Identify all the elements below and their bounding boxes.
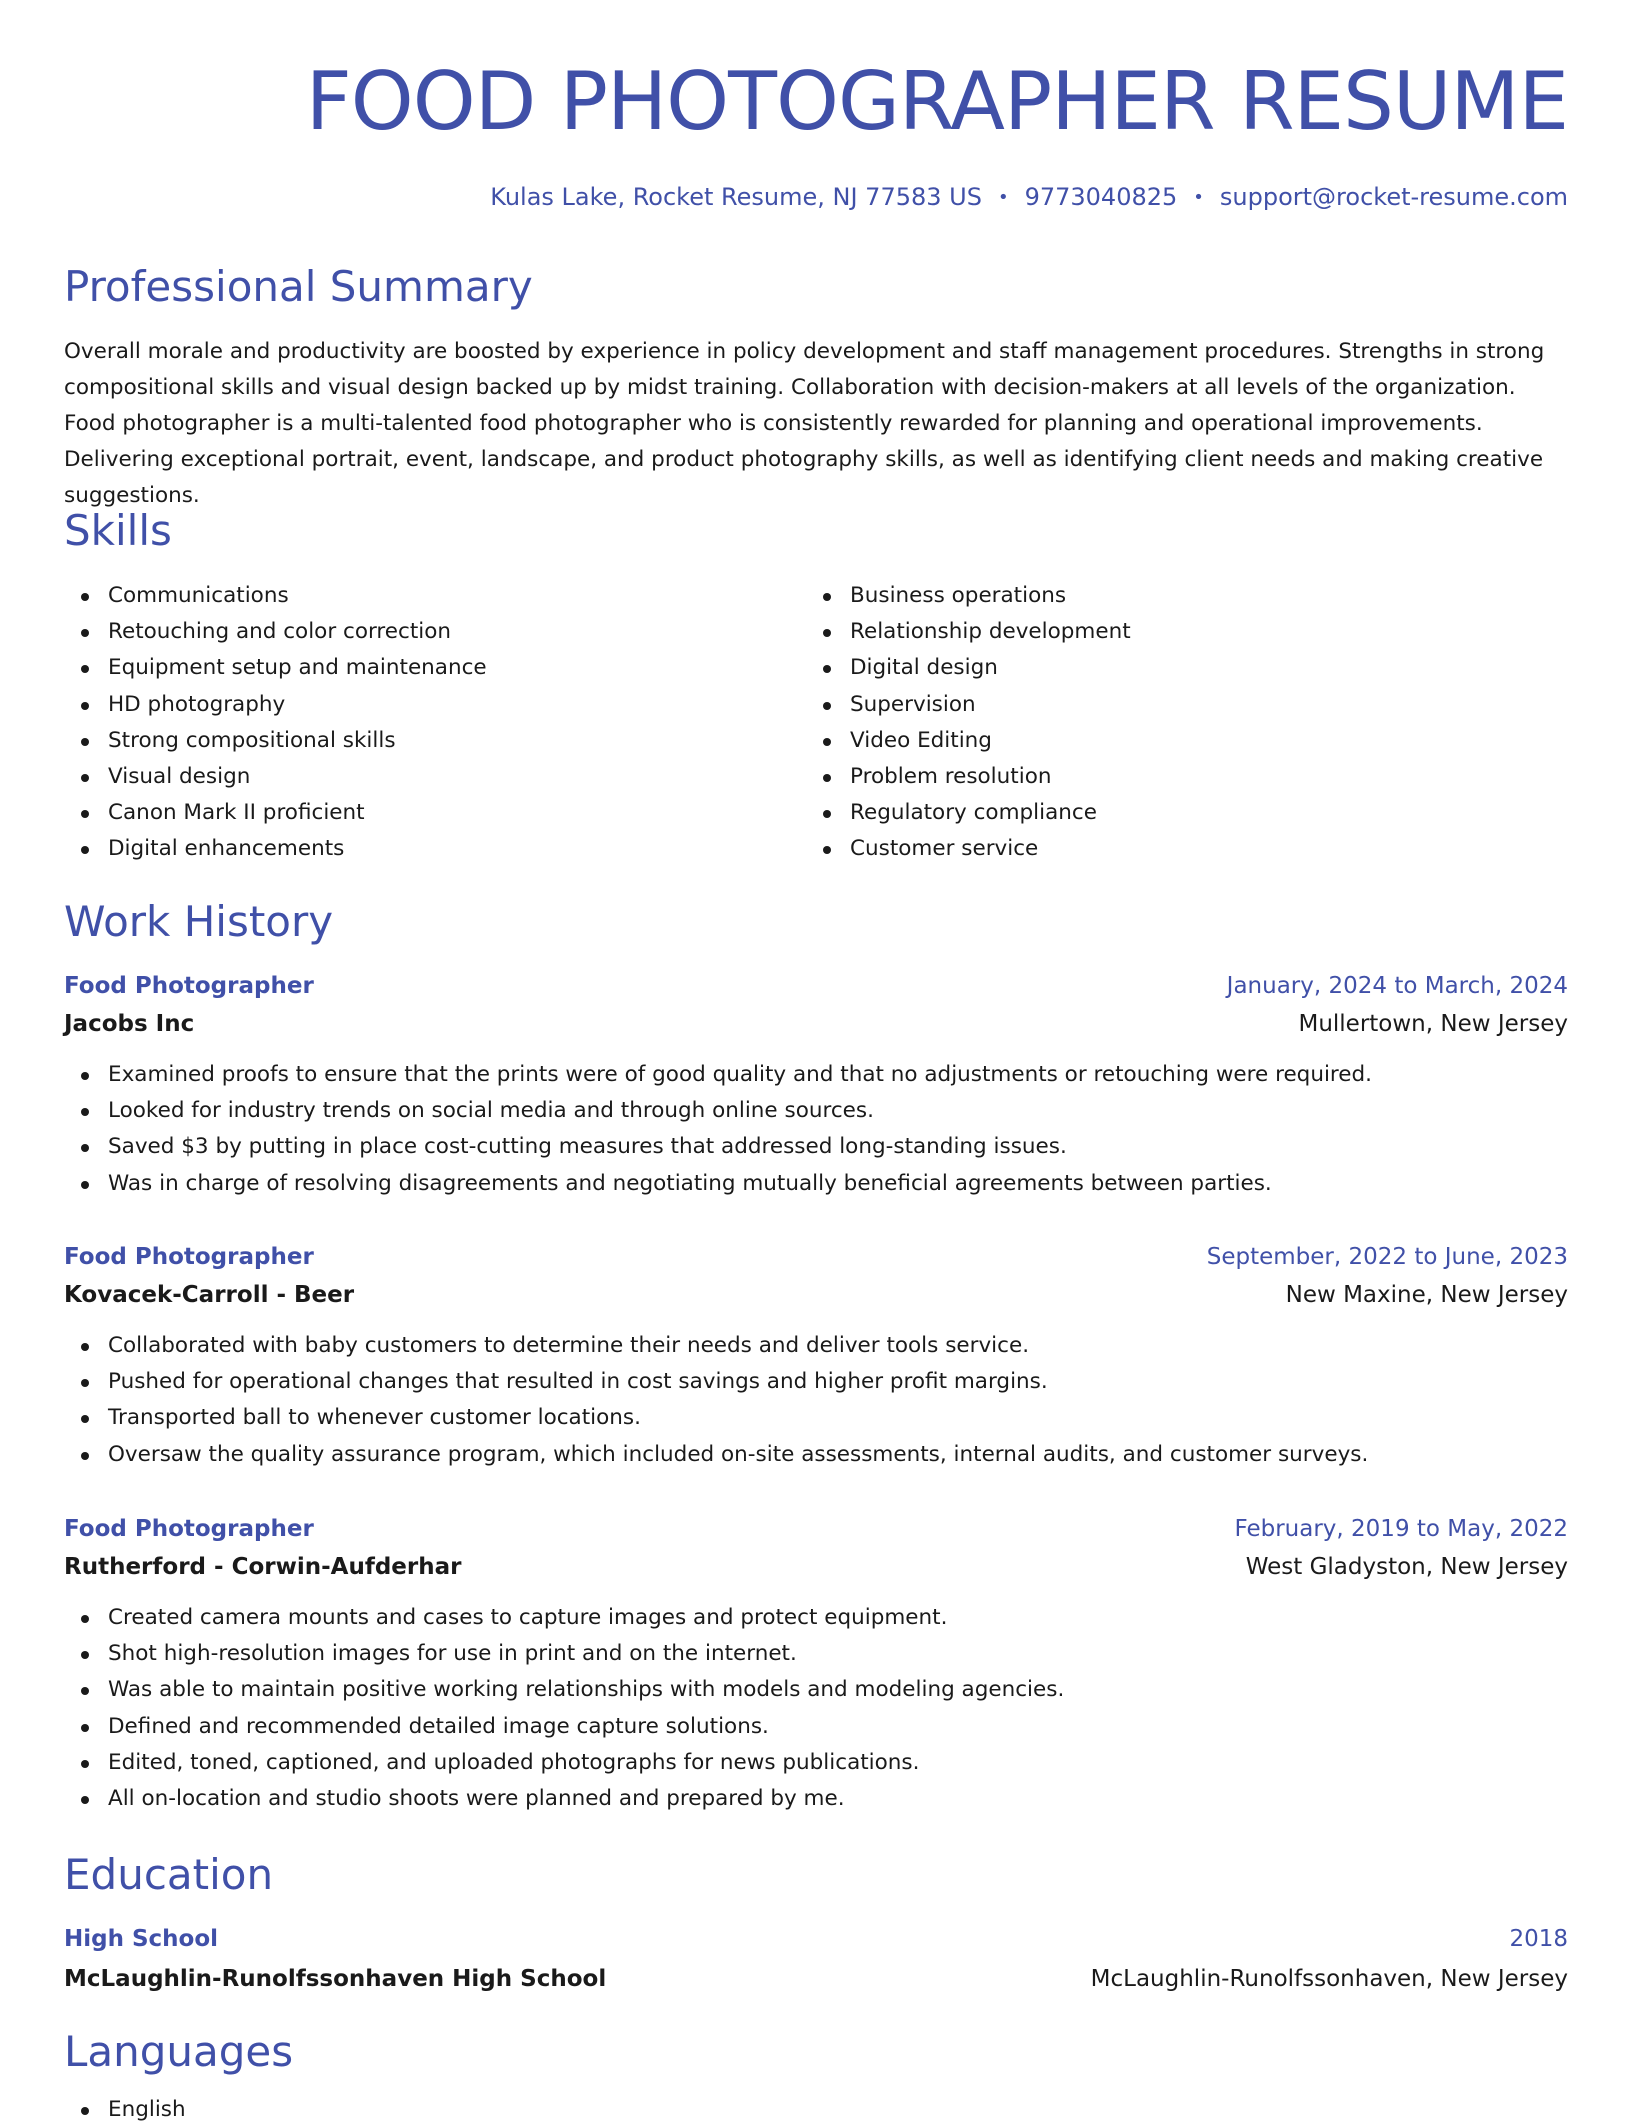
skill-item: Equipment setup and maintenance (64, 650, 487, 686)
job-bullet: Defined and recommended detailed image capture solutions. (64, 1709, 1568, 1745)
contact-email[interactable]: support@rocket-resume.com (1219, 183, 1568, 211)
skill-item: Relationship development (806, 614, 1131, 650)
skill-item: Video Editing (806, 723, 1131, 759)
separator-dot: • (1193, 187, 1204, 208)
skill-item: Strong compositional skills (64, 723, 487, 759)
job-bullet: Transported ball to whenever customer locations. (64, 1400, 1568, 1436)
job-dates: January, 2024 to March, 2024 (1226, 973, 1568, 999)
education-location: McLaughlin-Runolfssonhaven, New Jersey (1090, 1966, 1568, 1992)
contact-address: Kulas Lake, Rocket Resume, NJ 77583 US (490, 183, 982, 211)
job-bullet: Created camera mounts and cases to capture images and protect equipment. (64, 1600, 1568, 1636)
job-company: Kovacek-Carroll - Beer (64, 1282, 355, 1308)
languages-list (64, 2092, 186, 2128)
summary-text: Overall morale and productivity are boosted by experience in policy development and staff management procedures. Strengths in strong compositional skills and visual design backed up by midst training. Collaboration with decision-makers at all levels of the organization. Food photographer is a multi-talented food photographer who is consistently rewarded for planning and operational improvements. Delivering exceptional portrait, event, landscape, and product photography skills, as well as identifying client needs and making creative suggestions. (64, 339, 1545, 508)
job-bullet: Examined proofs to ensure that the prints were of good quality and that no adjustments or retouching were required. (64, 1057, 1568, 1093)
job-bullet: All on-location and studio shoots were planned and prepared by me. (64, 1781, 1568, 1817)
education-heading: Education (64, 1850, 274, 1899)
skill-item: Digital enhancements (64, 831, 487, 867)
skill-item: Regulatory compliance (806, 795, 1131, 831)
skill-item: Supervision (806, 687, 1131, 723)
separator-dot: • (997, 187, 1009, 208)
work-history-heading: Work History (64, 897, 334, 946)
job-bullet: Was in charge of resolving disagreements and negotiating mutually beneficial agreements between parties. (64, 1166, 1568, 1202)
job-location: West Gladyston, New Jersey (1245, 1554, 1568, 1580)
skill-item: Communications (64, 578, 487, 614)
job-bullet: Was able to maintain positive working relationships with models and modeling agencies. (64, 1672, 1568, 1708)
skills-heading: Skills (64, 506, 172, 555)
job-bullets (64, 1328, 1568, 1473)
job-company: Jacobs Inc (64, 1011, 195, 1037)
job-bullet: Shot high-resolution images for use in print and on the internet. (64, 1636, 1568, 1672)
job-title: Food Photographer (64, 1516, 314, 1542)
education-school: McLaughlin-Runolfssonhaven High School (64, 1966, 607, 1992)
job-entry (64, 1510, 1568, 1817)
education-year: 2018 (1509, 1926, 1568, 1952)
job-bullet: Collaborated with baby customers to determine their needs and deliver tools service. (64, 1328, 1568, 1364)
skill-item: Retouching and color correction (64, 614, 487, 650)
education-entry (64, 1920, 1568, 1998)
contact-line (490, 180, 1568, 215)
skill-item: Business operations (806, 578, 1131, 614)
job-bullet: Looked for industry trends on social media and through online sources. (64, 1093, 1568, 1129)
skill-item: Visual design (64, 759, 487, 795)
job-entry (64, 1238, 1568, 1473)
job-location: Mullertown, New Jersey (1298, 1011, 1568, 1037)
skills-list-left (64, 578, 487, 868)
job-location: New Maxine, New Jersey (1285, 1282, 1568, 1308)
contact-phone: 9773040825 (1024, 183, 1178, 211)
skill-item: Canon Mark II proficient (64, 795, 487, 831)
education-degree: High School (64, 1926, 219, 1952)
job-bullet: Oversaw the quality assurance program, which included on-site assessments, internal audits, and customer surveys. (64, 1437, 1568, 1473)
skill-item: Problem resolution (806, 759, 1131, 795)
resume-title: FOOD PHOTOGRAPHER RESUME (305, 55, 1568, 148)
job-dates: February, 2019 to May, 2022 (1234, 1516, 1568, 1542)
languages-heading: Languages (64, 2027, 294, 2076)
language-item: English (64, 2092, 186, 2128)
job-title: Food Photographer (64, 1244, 314, 1270)
job-bullets (64, 1600, 1568, 1817)
job-bullet: Saved $3 by putting in place cost-cutting measures that addressed long-standing issues. (64, 1129, 1568, 1165)
summary-heading: Professional Summary (64, 262, 533, 311)
skill-item: Customer service (806, 831, 1131, 867)
job-bullet: Edited, toned, captioned, and uploaded photographs for news publications. (64, 1745, 1568, 1781)
skill-item: HD photography (64, 687, 487, 723)
job-bullets (64, 1057, 1568, 1202)
job-company: Rutherford - Corwin-Aufderhar (64, 1554, 462, 1580)
skills-list-right (806, 578, 1131, 868)
job-bullet: Pushed for operational changes that resulted in cost savings and higher profit margins. (64, 1364, 1568, 1400)
job-dates: September, 2022 to June, 2023 (1206, 1244, 1568, 1270)
skill-item: Digital design (806, 650, 1131, 686)
job-title: Food Photographer (64, 973, 314, 999)
job-entry (64, 967, 1568, 1202)
